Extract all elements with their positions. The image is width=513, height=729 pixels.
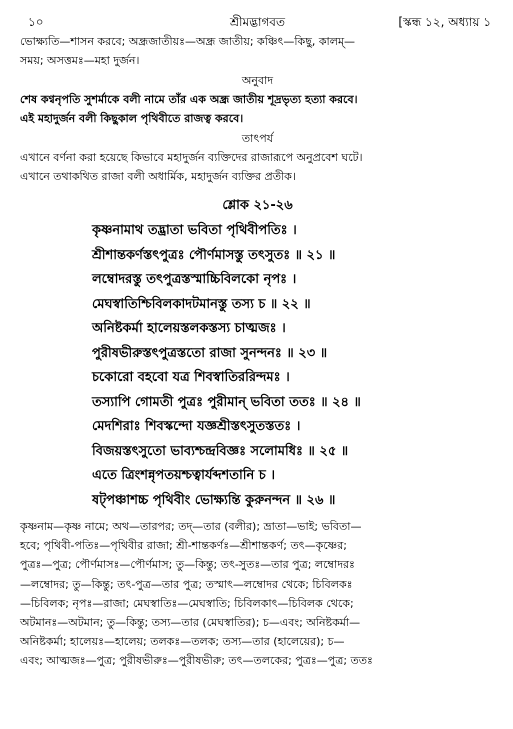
text-line: এই মহাদুর্জন বলী কিছুকাল পৃথিবীতে রাজত্ব করবে। <box>20 112 244 125</box>
text-line: এখানে বর্ণনা করা হয়েছে কিভাবে মহাদুর্জন ব্যক্তিদের রাজারূপে অনুপ্রবেশ ঘটে। <box>20 151 363 164</box>
synonym-line: অটমানঃ—অটমান; তু—কিন্তু; তস্য—তার (মেঘস্বাতির); চ—এবং; অনিষ্টকর্মা— <box>20 616 361 630</box>
synonym-line: অনিষ্টকর্মা; হালেয়ঃ—হালেয়; তলকঃ—তলক; তস্য—তার (হালেয়ের); চ— <box>20 635 345 649</box>
verse-line: কৃষ্ণনামাথ তদ্ভ্রাতা ভবিতা পৃথিবীপতিঃ । <box>92 223 297 238</box>
verse-line: ষট্পঞ্চাশচ্চ পৃথিবীং ভোক্ষ্যন্তি কুরুনন্দন ॥ ২৬ ॥ <box>92 492 336 508</box>
verse-line: পুরীষভীরুস্তৎপুত্রস্ততো রাজা সুনন্দনঃ ॥ ২৩ ॥ <box>92 345 328 361</box>
verse-text <box>92 219 495 513</box>
verse-line: মেঘস্বাতিশ্চিবিলকাদটমানস্তু তস্য চ ॥ ২২ ॥ <box>92 296 311 312</box>
translation-heading: অনুবাদ <box>241 74 274 87</box>
verse-line: মেদশিরাঃ শিবস্কন্দো যজ্ঞশ্রীস্তৎসুতস্ততঃ । <box>92 419 301 434</box>
verse-line: এতে ত্রিংশন্নৃপতয়শ্চত্বার্যব্দশতানি চ । <box>92 468 275 483</box>
verse-line: শ্রীশান্তকর্ণস্তৎপুত্রঃ পৌর্ণমাসস্তু তৎসুতঃ ॥ ২১ ॥ <box>92 247 336 263</box>
verse-line: চকোরো বহবো যত্র শিবস্বাতিররিন্দমঃ । <box>92 370 290 385</box>
verse-line: বিজয়স্তৎসুতো ভাব্যশ্চন্দ্রবিজ্ঞঃ সলোমধিঃ ॥ ২৫ ॥ <box>92 443 349 459</box>
translation-text <box>20 90 495 128</box>
book-title: শ্রীমদ্ভাগবত <box>229 15 285 29</box>
chapter-reference: [স্কন্ধ ১২, অধ্যায় ১ <box>398 15 491 29</box>
top-synonyms <box>20 32 495 70</box>
verse-line: লম্বোদরস্তু তৎপুত্রস্তস্মাচ্চিবিলকো নৃপঃ । <box>92 272 297 287</box>
verse-title: শ্লোক ২১-২৬ <box>222 198 293 213</box>
text-line: এখানে তথাকথিত রাজা বলী অধার্মিক, মহাদুর্জন ব্যক্তির প্রতীক। <box>20 170 296 183</box>
page-header <box>20 12 495 32</box>
text-line: শেষ কণ্বনৃপতি সুশর্মাকে বলী নামে তাঁর এক অন্ধ্র জাতীয় শূদ্রভৃত্য হত্যা করবে। <box>20 93 358 106</box>
verse-line: তস্যাপি গোমতী পুত্রঃ পুরীমান্ ভবিতা ততঃ ॥ ২৪ ॥ <box>92 394 361 410</box>
synonym-line: কৃষ্ণনাম—কৃষ্ণ নামে; অথ—তারপর; তদ্—তার (বলীর); ভ্রাতা—ভাই; ভবিতা— <box>20 520 362 533</box>
purport-text <box>20 148 495 186</box>
purport-heading: তাৎপর্য <box>241 132 274 145</box>
synonyms-block <box>20 517 495 671</box>
synonym-line: —চিবিলক; নৃপঃ—রাজা; মেঘস্বাতিঃ—মেঘস্বাতি; চিবিলকাৎ—চিবিলক থেকে; <box>20 596 354 610</box>
synonym-line: এবং; আত্মজঃ—পুত্র; পুরীষভীরুঃ—পুরীষভীরু; তৎ—তলকের; পুত্রঃ—পুত্র; ততঃ <box>20 654 373 668</box>
synonym-line: পুত্রঃ—পুত্র; পৌর্ণমাসঃ—পৌর্ণমাস; তু—কিন্তু; তৎ-সুতঃ—তার পুত্র; লম্বোদরঃ <box>20 558 355 572</box>
synonym-line: —লম্বোদর; তু—কিন্তু; তৎ-পুত্র—তার পুত্র; তস্মাৎ—লম্বোদর থেকে; চিবিলকঃ <box>20 577 353 591</box>
text-line: ভোক্ষ্যতি—শাসন করবে; অন্ধ্রজাতীয়ঃ—অন্ধ্র জাতীয়; কঞ্চিৎ—কিছু, কালম্— <box>20 35 356 48</box>
page-number: ১০ <box>28 15 44 29</box>
text-line: সময়; অসত্তমঃ—মহা দুর্জন। <box>20 54 140 67</box>
synonym-line: হবে; পৃথিবী-পতিঃ—পৃথিবীর রাজা; শ্রী-শান্তকর্ণঃ—শ্রীশান্তকর্ণ; তৎ—কৃষ্ণের; <box>20 539 347 553</box>
verse-line: অনিষ্টকর্মা হালেয়স্তলকস্তস্য চাত্মজঃ । <box>92 321 286 336</box>
